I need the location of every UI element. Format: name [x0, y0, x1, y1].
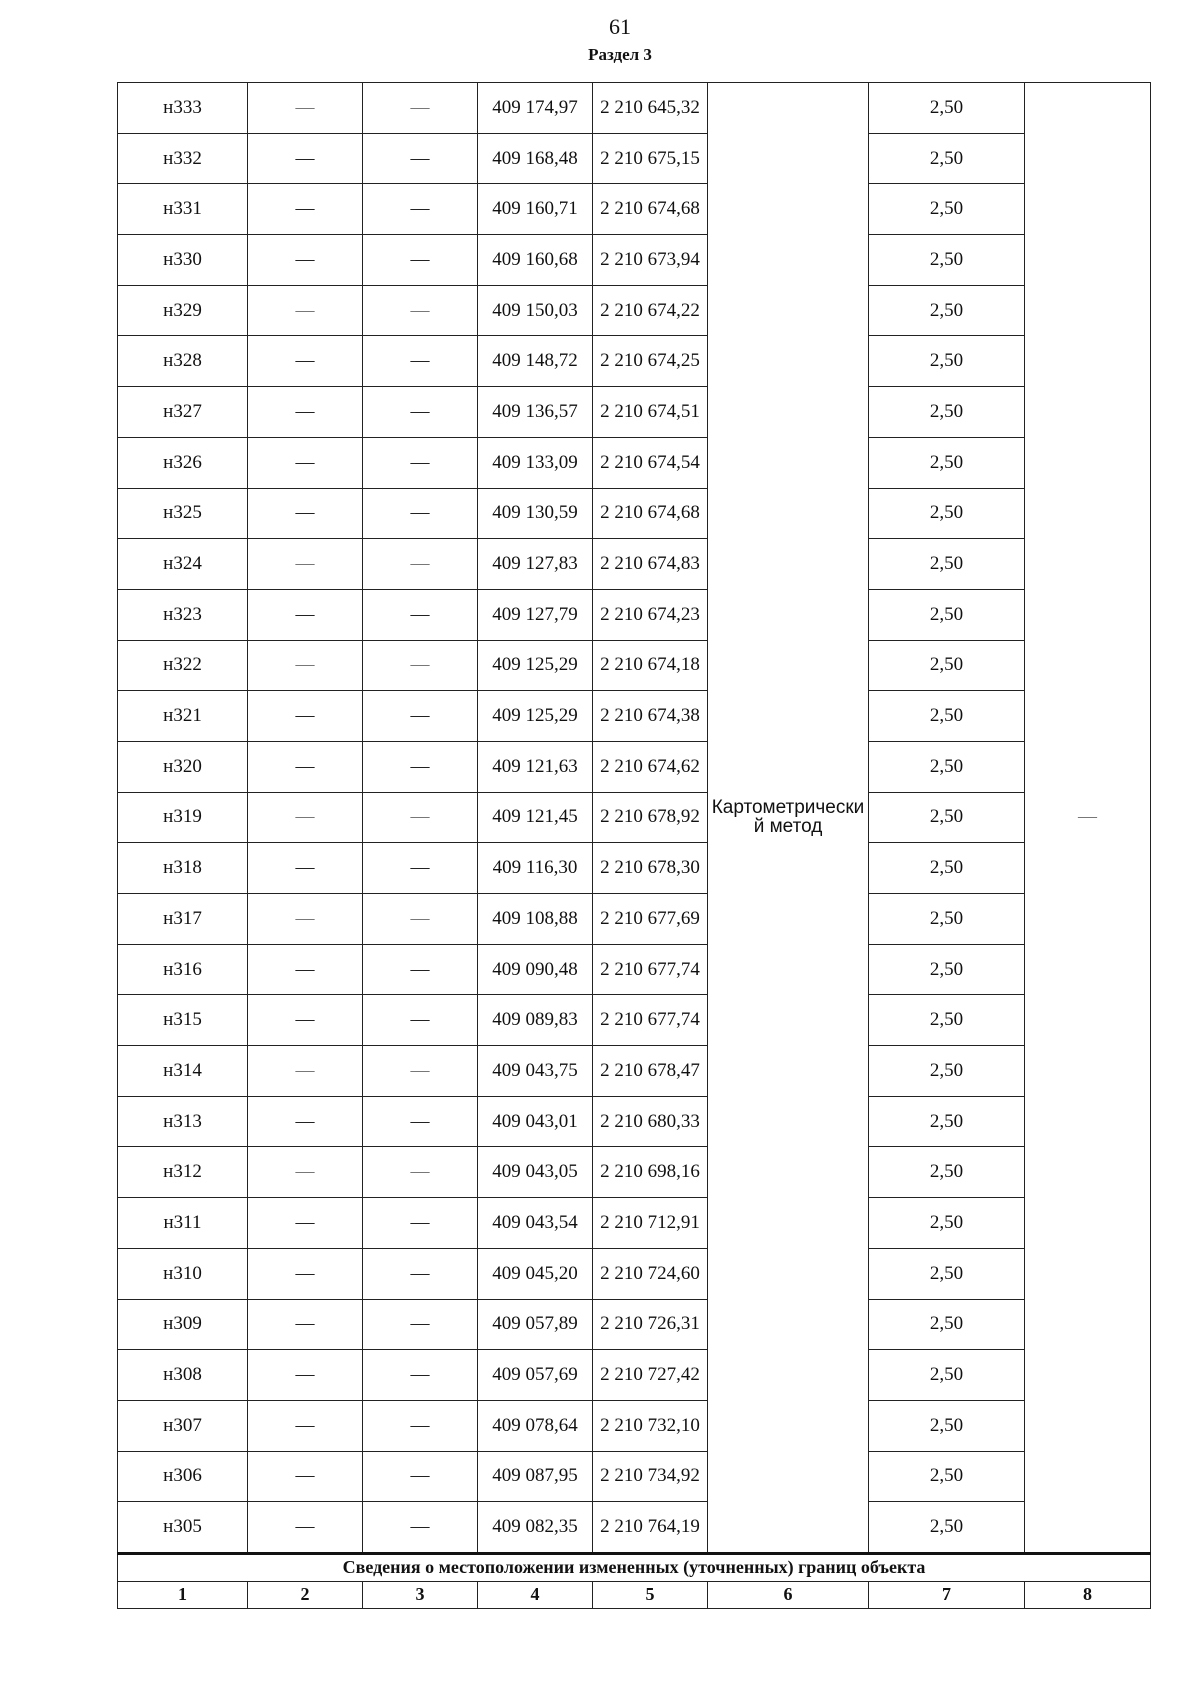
column-3-cell: —	[363, 133, 478, 184]
point-name-cell: н311	[118, 1198, 248, 1249]
point-name-cell: н323	[118, 589, 248, 640]
accuracy-cell: 2,50	[869, 944, 1025, 995]
accuracy-cell: 2,50	[869, 437, 1025, 488]
table-caption: Сведения о местоположении измененных (уточненных) границ объекта	[118, 1553, 1151, 1581]
point-name-cell: н310	[118, 1248, 248, 1299]
column-3-cell: —	[363, 437, 478, 488]
table-row	[118, 285, 1151, 336]
column-2-cell: —	[248, 995, 363, 1046]
coordinate-y-cell: 2 210 678,47	[593, 1046, 708, 1097]
table-row	[118, 1350, 1151, 1401]
column-2-cell: —	[248, 894, 363, 945]
point-name-cell: н331	[118, 184, 248, 235]
coordinate-x-cell: 409 057,89	[478, 1299, 593, 1350]
column-2-cell: —	[248, 1096, 363, 1147]
column-3-cell: —	[363, 1096, 478, 1147]
accuracy-cell: 2,50	[869, 1147, 1025, 1198]
table-row	[118, 336, 1151, 387]
accuracy-cell: 2,50	[869, 1451, 1025, 1502]
table-row	[118, 1451, 1151, 1502]
column-3-cell: —	[363, 589, 478, 640]
accuracy-cell: 2,50	[869, 995, 1025, 1046]
table-row	[118, 894, 1151, 945]
accuracy-cell: 2,50	[869, 1400, 1025, 1451]
column-3-cell: —	[363, 944, 478, 995]
column-3-cell: —	[363, 83, 478, 134]
method-text-line-2: й метод	[753, 816, 823, 838]
point-name-cell: н320	[118, 741, 248, 792]
column-3-cell: —	[363, 894, 478, 945]
point-name-cell: н330	[118, 235, 248, 286]
accuracy-cell: 2,50	[869, 539, 1025, 590]
coordinate-x-cell: 409 057,69	[478, 1350, 593, 1401]
page-number: 61	[609, 14, 631, 39]
point-name-cell: н308	[118, 1350, 248, 1401]
point-name-cell: н312	[118, 1147, 248, 1198]
accuracy-cell: 2,50	[869, 1502, 1025, 1554]
column-3-cell: —	[363, 1198, 478, 1249]
point-name-cell: н306	[118, 1451, 248, 1502]
coordinate-x-cell: 409 133,09	[478, 437, 593, 488]
column-number: 1	[118, 1581, 248, 1608]
column-2-cell: —	[248, 1350, 363, 1401]
column-3-cell: —	[363, 1350, 478, 1401]
column-2-cell: —	[248, 1248, 363, 1299]
column-3-cell: —	[363, 285, 478, 336]
table-row	[118, 539, 1151, 590]
section-title: Раздел 3	[588, 45, 652, 64]
table-body	[118, 83, 1151, 1609]
column-2-cell: —	[248, 1198, 363, 1249]
column-3-cell: —	[363, 387, 478, 438]
point-name-cell: н307	[118, 1400, 248, 1451]
coordinate-x-cell: 409 043,75	[478, 1046, 593, 1097]
coordinate-y-cell: 2 210 698,16	[593, 1147, 708, 1198]
column-8-cell: —	[1025, 83, 1151, 1554]
accuracy-cell: 2,50	[869, 1299, 1025, 1350]
column-numbers-row	[118, 1581, 1151, 1608]
coordinate-x-cell: 409 125,29	[478, 640, 593, 691]
accuracy-cell: 2,50	[869, 387, 1025, 438]
accuracy-cell: 2,50	[869, 1198, 1025, 1249]
column-number: 5	[593, 1581, 708, 1608]
column-2-cell: —	[248, 741, 363, 792]
column-2-cell: —	[248, 1502, 363, 1554]
column-2-cell: —	[248, 539, 363, 590]
coordinate-y-cell: 2 210 678,92	[593, 792, 708, 843]
accuracy-cell: 2,50	[869, 336, 1025, 387]
column-2-cell: —	[248, 133, 363, 184]
column-3-cell: —	[363, 539, 478, 590]
table-row	[118, 640, 1151, 691]
table-row	[118, 437, 1151, 488]
coordinate-y-cell: 2 210 674,38	[593, 691, 708, 742]
coordinate-x-cell: 409 136,57	[478, 387, 593, 438]
coordinate-y-cell: 2 210 674,68	[593, 184, 708, 235]
column-3-cell: —	[363, 843, 478, 894]
coordinate-x-cell: 409 127,83	[478, 539, 593, 590]
accuracy-cell: 2,50	[869, 184, 1025, 235]
coordinate-x-cell: 409 043,54	[478, 1198, 593, 1249]
column-2-cell: —	[248, 1147, 363, 1198]
accuracy-cell: 2,50	[869, 488, 1025, 539]
coordinate-y-cell: 2 210 673,94	[593, 235, 708, 286]
table-row	[118, 1400, 1151, 1451]
point-name-cell: н328	[118, 336, 248, 387]
accuracy-cell: 2,50	[869, 1248, 1025, 1299]
coordinate-x-cell: 409 090,48	[478, 944, 593, 995]
coordinate-y-cell: 2 210 674,54	[593, 437, 708, 488]
accuracy-cell: 2,50	[869, 741, 1025, 792]
point-name-cell: н327	[118, 387, 248, 438]
column-2-cell: —	[248, 83, 363, 134]
table-row	[118, 83, 1151, 134]
accuracy-cell: 2,50	[869, 589, 1025, 640]
accuracy-cell: 2,50	[869, 894, 1025, 945]
coordinate-y-cell: 2 210 677,74	[593, 995, 708, 1046]
coordinate-y-cell: 2 210 732,10	[593, 1400, 708, 1451]
table-row	[118, 589, 1151, 640]
method-text-line-1: Картометрически	[711, 797, 865, 819]
coordinate-x-cell: 409 045,20	[478, 1248, 593, 1299]
table-row	[118, 1096, 1151, 1147]
column-3-cell: —	[363, 184, 478, 235]
coordinate-y-cell: 2 210 680,33	[593, 1096, 708, 1147]
accuracy-cell: 2,50	[869, 235, 1025, 286]
coordinate-y-cell: 2 210 764,19	[593, 1502, 708, 1554]
column-3-cell: —	[363, 1299, 478, 1350]
column-2-cell: —	[248, 336, 363, 387]
table-row	[118, 1502, 1151, 1554]
column-number: 7	[869, 1581, 1025, 1608]
column-2-cell: —	[248, 235, 363, 286]
accuracy-cell: 2,50	[869, 843, 1025, 894]
table-row	[118, 843, 1151, 894]
table-row	[118, 1147, 1151, 1198]
coordinate-y-cell: 2 210 674,22	[593, 285, 708, 336]
table-row	[118, 1198, 1151, 1249]
column-number: 4	[478, 1581, 593, 1608]
point-name-cell: н316	[118, 944, 248, 995]
coordinate-x-cell: 409 125,29	[478, 691, 593, 742]
column-2-cell: —	[248, 184, 363, 235]
coordinate-x-cell: 409 087,95	[478, 1451, 593, 1502]
table-row	[118, 184, 1151, 235]
column-2-cell: —	[248, 285, 363, 336]
point-name-cell: н329	[118, 285, 248, 336]
coordinate-x-cell: 409 130,59	[478, 488, 593, 539]
column-3-cell: —	[363, 488, 478, 539]
column-3-cell: —	[363, 1451, 478, 1502]
point-name-cell: н326	[118, 437, 248, 488]
table-row	[118, 133, 1151, 184]
coordinate-x-cell: 409 168,48	[478, 133, 593, 184]
coordinate-y-cell: 2 210 734,92	[593, 1451, 708, 1502]
point-name-cell: н321	[118, 691, 248, 742]
coordinate-x-cell: 409 160,68	[478, 235, 593, 286]
coordinate-x-cell: 409 082,35	[478, 1502, 593, 1554]
column-2-cell: —	[248, 640, 363, 691]
coordinate-y-cell: 2 210 677,69	[593, 894, 708, 945]
table-row	[118, 741, 1151, 792]
point-name-cell: н332	[118, 133, 248, 184]
coordinate-x-cell: 409 078,64	[478, 1400, 593, 1451]
column-2-cell: —	[248, 843, 363, 894]
column-3-cell: —	[363, 995, 478, 1046]
point-name-cell: н325	[118, 488, 248, 539]
table-row	[118, 995, 1151, 1046]
coordinate-y-cell: 2 210 674,51	[593, 387, 708, 438]
point-name-cell: н324	[118, 539, 248, 590]
accuracy-cell: 2,50	[869, 792, 1025, 843]
coordinate-y-cell: 2 210 674,68	[593, 488, 708, 539]
coordinate-y-cell: 2 210 674,83	[593, 539, 708, 590]
column-3-cell: —	[363, 792, 478, 843]
column-2-cell: —	[248, 1046, 363, 1097]
column-2-cell: —	[248, 589, 363, 640]
column-2-cell: —	[248, 387, 363, 438]
column-number: 3	[363, 1581, 478, 1608]
point-name-cell: н315	[118, 995, 248, 1046]
column-3-cell: —	[363, 1400, 478, 1451]
coordinate-y-cell: 2 210 712,91	[593, 1198, 708, 1249]
coordinate-x-cell: 409 174,97	[478, 83, 593, 134]
column-3-cell: —	[363, 235, 478, 286]
table-row	[118, 1299, 1151, 1350]
accuracy-cell: 2,50	[869, 640, 1025, 691]
coordinate-y-cell: 2 210 724,60	[593, 1248, 708, 1299]
point-name-cell: н317	[118, 894, 248, 945]
method-cell	[708, 83, 869, 1554]
coordinates-table	[117, 82, 1151, 1609]
coordinate-x-cell: 409 108,88	[478, 894, 593, 945]
coordinate-y-cell: 2 210 674,25	[593, 336, 708, 387]
table-row	[118, 792, 1151, 843]
column-2-cell: —	[248, 944, 363, 995]
point-name-cell: н322	[118, 640, 248, 691]
table-row	[118, 944, 1151, 995]
point-name-cell: н309	[118, 1299, 248, 1350]
point-name-cell: н319	[118, 792, 248, 843]
coordinate-y-cell: 2 210 675,15	[593, 133, 708, 184]
column-number: 8	[1025, 1581, 1151, 1608]
coordinate-y-cell: 2 210 645,32	[593, 83, 708, 134]
column-3-cell: —	[363, 1248, 478, 1299]
table-row	[118, 1046, 1151, 1097]
column-3-cell: —	[363, 1147, 478, 1198]
table-row	[118, 387, 1151, 438]
coordinate-x-cell: 409 043,05	[478, 1147, 593, 1198]
column-3-cell: —	[363, 336, 478, 387]
coordinate-y-cell: 2 210 727,42	[593, 1350, 708, 1401]
column-2-cell: —	[248, 792, 363, 843]
column-3-cell: —	[363, 691, 478, 742]
accuracy-cell: 2,50	[869, 83, 1025, 134]
point-name-cell: н305	[118, 1502, 248, 1554]
coordinate-x-cell: 409 116,30	[478, 843, 593, 894]
coordinate-y-cell: 2 210 678,30	[593, 843, 708, 894]
column-3-cell: —	[363, 640, 478, 691]
column-3-cell: —	[363, 1046, 478, 1097]
column-2-cell: —	[248, 1400, 363, 1451]
accuracy-cell: 2,50	[869, 1096, 1025, 1147]
coordinate-x-cell: 409 150,03	[478, 285, 593, 336]
accuracy-cell: 2,50	[869, 1046, 1025, 1097]
table-row	[118, 488, 1151, 539]
coordinate-y-cell: 2 210 674,62	[593, 741, 708, 792]
point-name-cell: н314	[118, 1046, 248, 1097]
accuracy-cell: 2,50	[869, 1350, 1025, 1401]
column-2-cell: —	[248, 1299, 363, 1350]
point-name-cell: н333	[118, 83, 248, 134]
coordinate-x-cell: 409 160,71	[478, 184, 593, 235]
column-2-cell: —	[248, 488, 363, 539]
table-row	[118, 691, 1151, 742]
coordinate-y-cell: 2 210 674,18	[593, 640, 708, 691]
caption-row	[118, 1553, 1151, 1581]
coordinate-y-cell: 2 210 677,74	[593, 944, 708, 995]
column-2-cell: —	[248, 437, 363, 488]
column-number: 6	[708, 1581, 869, 1608]
column-2-cell: —	[248, 1451, 363, 1502]
coordinate-x-cell: 409 089,83	[478, 995, 593, 1046]
point-name-cell: н313	[118, 1096, 248, 1147]
coordinate-x-cell: 409 127,79	[478, 589, 593, 640]
accuracy-cell: 2,50	[869, 133, 1025, 184]
coordinate-x-cell: 409 148,72	[478, 336, 593, 387]
accuracy-cell: 2,50	[869, 691, 1025, 742]
coordinate-x-cell: 409 121,45	[478, 792, 593, 843]
point-name-cell: н318	[118, 843, 248, 894]
column-3-cell: —	[363, 741, 478, 792]
coordinate-y-cell: 2 210 674,23	[593, 589, 708, 640]
accuracy-cell: 2,50	[869, 285, 1025, 336]
coordinate-y-cell: 2 210 726,31	[593, 1299, 708, 1350]
coordinate-x-cell: 409 121,63	[478, 741, 593, 792]
column-2-cell: —	[248, 691, 363, 742]
column-number: 2	[248, 1581, 363, 1608]
table-row	[118, 235, 1151, 286]
coordinate-x-cell: 409 043,01	[478, 1096, 593, 1147]
column-3-cell: —	[363, 1502, 478, 1554]
table-row	[118, 1248, 1151, 1299]
